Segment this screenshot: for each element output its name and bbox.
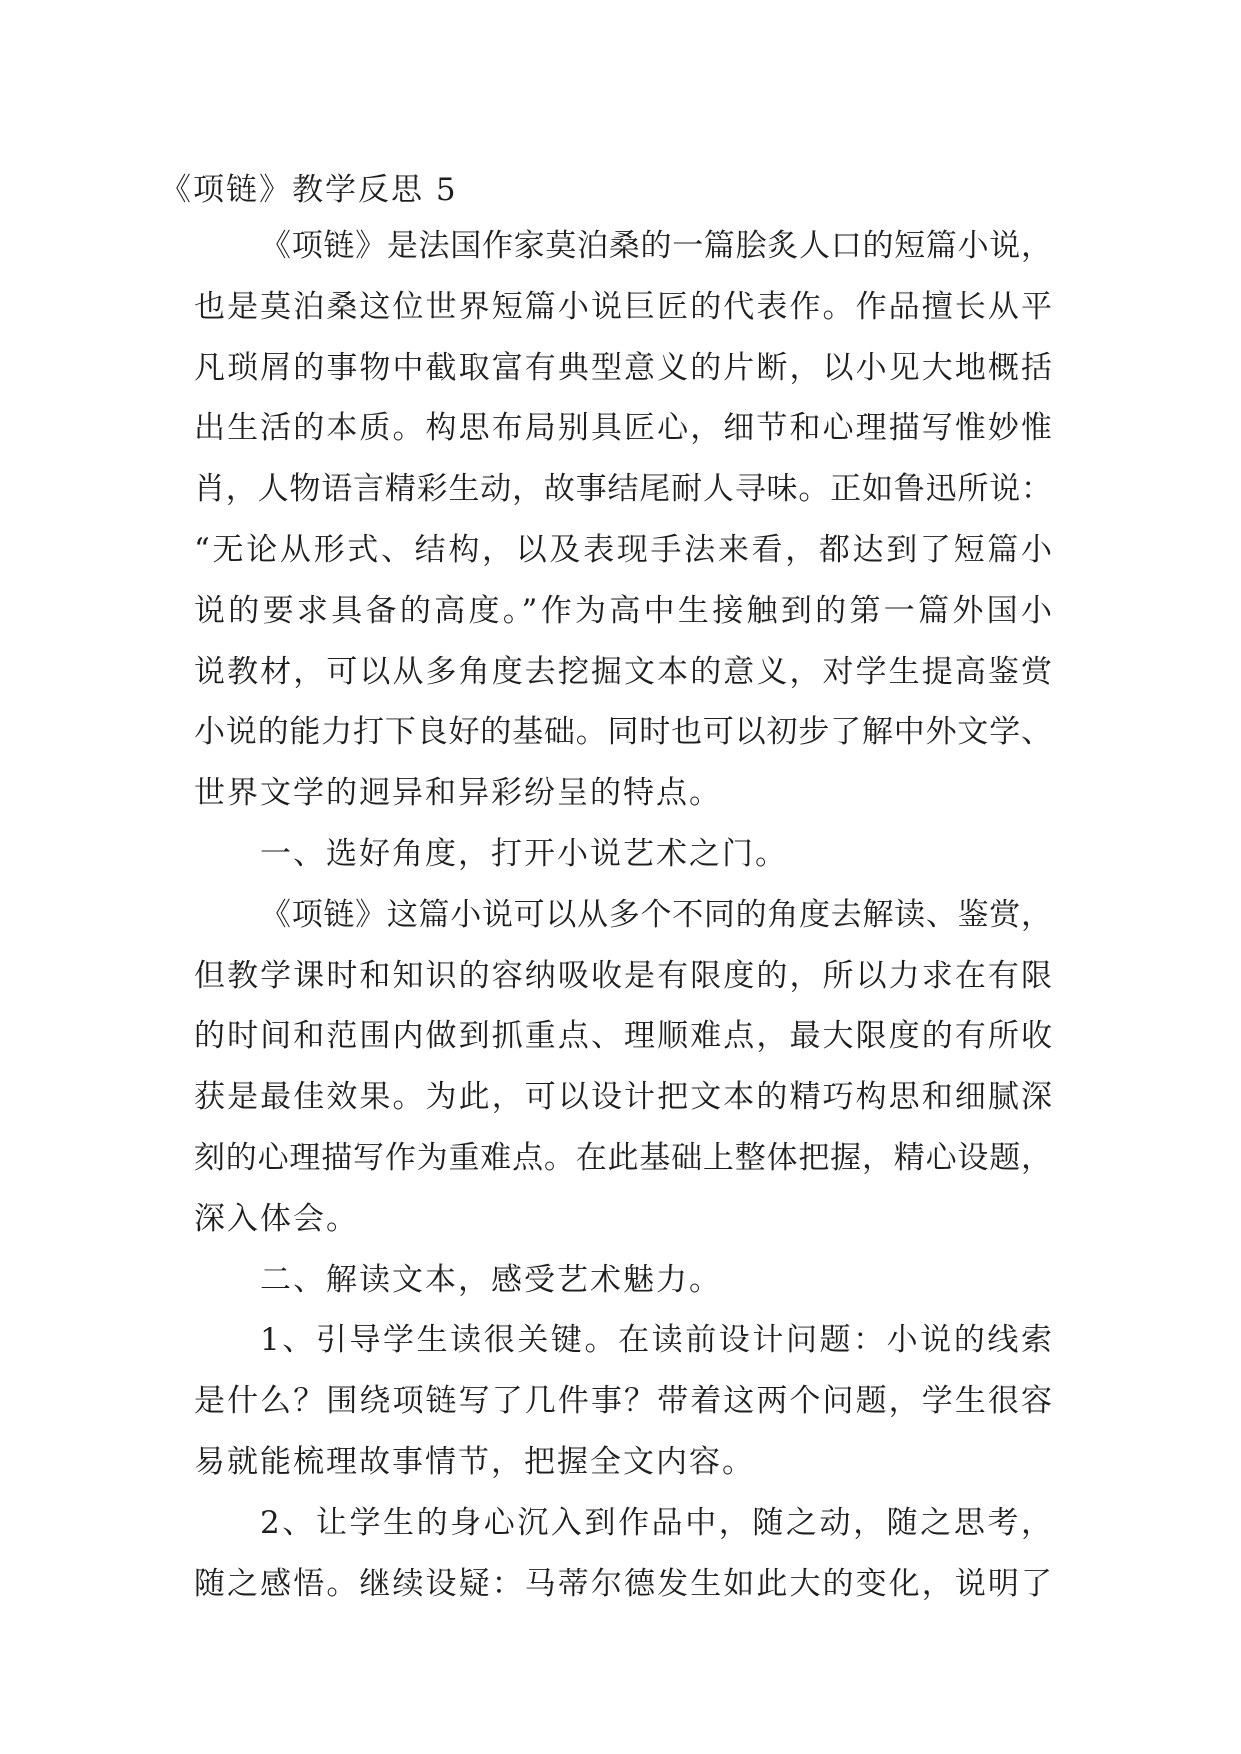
paragraph-point-2 <box>194 1493 1055 1615</box>
paragraph-intro <box>194 216 1056 824</box>
section-heading-line: 一、选好角度，打开小说艺术之门。 <box>260 835 788 872</box>
text-line: 世界文学的迥异和异彩纷呈的特点。 <box>194 775 722 812</box>
text-line: 2、让学生的身心沉入到作品中，随之动，随之思考， <box>260 1504 1055 1541</box>
page-title: 《项链》教学反思 5 <box>160 172 458 208</box>
text-line: 刻的心理描写作为重难点。在此基础上整体把握，精心设题， <box>194 1139 1053 1176</box>
section-heading-2 <box>194 1250 1052 1311</box>
text-line: 说的要求具备的高度。”作为高中生接触到的第一篇外国小 <box>194 592 1056 629</box>
paragraph-point-1 <box>194 1310 1055 1492</box>
text-line: 但教学课时和知识的容纳吸收是有限度的，所以力求在有限 <box>194 957 1055 994</box>
text-line: 是什么？围绕项链写了几件事？带着这两个问题，学生很容 <box>194 1383 1055 1420</box>
document-body <box>194 216 1056 1614</box>
section-heading-line: 二、解读文本，感受艺术魅力。 <box>260 1261 722 1298</box>
text-line: 获是最佳效果。为此，可以设计把文本的精巧构思和细腻深 <box>194 1079 1055 1116</box>
text-line: 《项链》这篇小说可以从多个不同的角度去解读、鉴赏， <box>260 896 1053 933</box>
text-line: 出生活的本质。构思布局别具匠心，细节和心理描写惟妙惟 <box>194 410 1055 447</box>
text-line: 《项链》是法国作家莫泊桑的一篇脍炙人口的短篇小说， <box>260 228 1053 264</box>
text-line: 也是莫泊桑这位世界短篇小说巨匠的代表作。作品擅长从平 <box>194 288 1055 325</box>
text-line: 凡琐屑的事物中截取富有典型意义的片断，以小见大地概括 <box>194 349 1055 386</box>
paragraph-angle <box>194 885 1055 1250</box>
text-line: 肖，人物语言精彩生动，故事结尾耐人寻味。正如鲁迅所说： <box>194 471 1053 508</box>
text-line: 随之感悟。继续设疑：马蒂尔德发生如此大的变化，说明了 <box>194 1565 1055 1602</box>
text-line: 深入体会。 <box>194 1200 359 1237</box>
text-line: 1、引导学生读很关键。在读前设计问题：小说的线索 <box>260 1322 1055 1359</box>
text-line: “无论从形式、结构，以及表现手法来看，都达到了短篇小 <box>194 531 1055 568</box>
text-line: 易就能梳理故事情节，把握全文内容。 <box>194 1443 755 1480</box>
section-heading-1 <box>194 824 1052 885</box>
text-line: 的时间和范围内做到抓重点、理顺难点，最大限度的有所收 <box>194 1018 1055 1055</box>
text-line: 小说的能力打下良好的基础。同时也可以初步了解中外文学、 <box>194 714 1053 751</box>
text-line: 说教材，可以从多角度去挖掘文本的意义，对学生提高鉴赏 <box>194 653 1055 690</box>
